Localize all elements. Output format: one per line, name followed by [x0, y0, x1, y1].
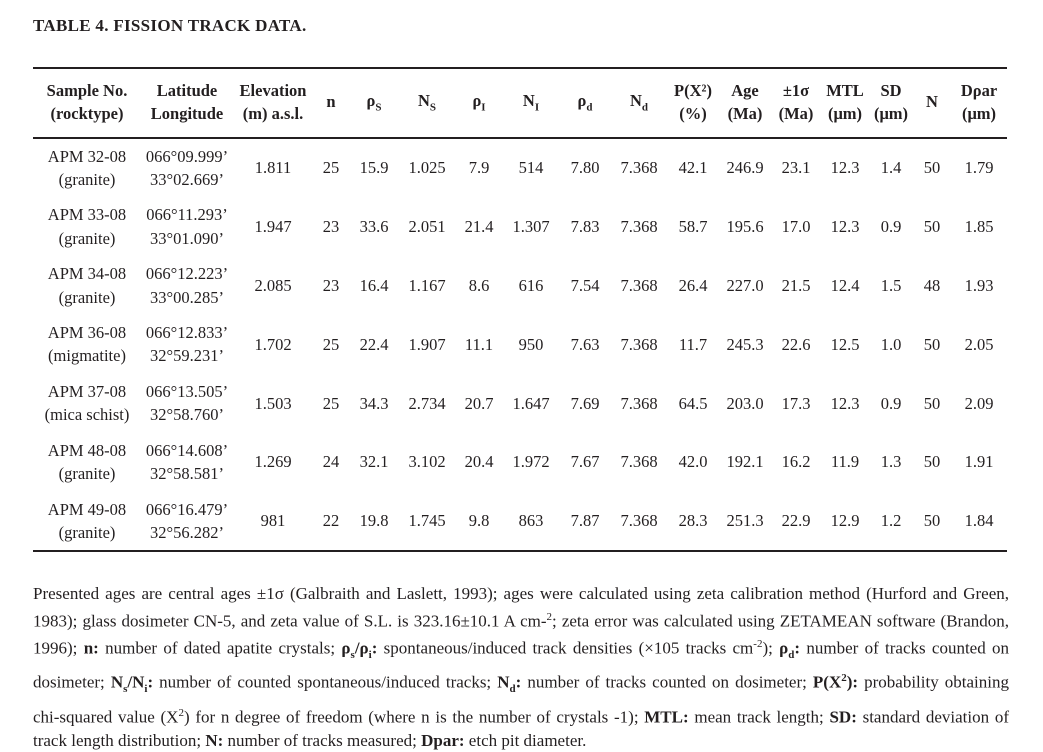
col-header-age: Age (Ma): [719, 68, 771, 138]
col-header-n-d: $N_d$: [611, 68, 667, 138]
cell-elevation: 1.269: [254, 452, 292, 472]
cell-sd: 1.4: [880, 158, 902, 178]
cell-age: 195.6: [726, 217, 764, 237]
footnote-segment: spontaneous/induced track densities (×105 tracks cm: [377, 638, 754, 658]
cell-dpar: 2.05: [964, 334, 994, 354]
cell-n_tracks: 50: [923, 158, 941, 178]
cell-n_i: 514: [518, 158, 544, 178]
cell-dpar: 2.09: [964, 393, 994, 413]
cell-rho_i: 9.8: [468, 511, 490, 531]
cell-dpar: 1.93: [964, 275, 994, 295]
cell-n: 22: [322, 511, 340, 531]
footnote-segment: Presented ages are central ages ±1σ (Galbraith and Laslett, 1993); ages were calculated using zeta calibration method (Hurford and Green, 1983); glass dosimeter CN-5, and zeta value of S.L. is 323.16±10.1 A cm-: [33, 584, 1009, 631]
cell-sample: APM 34-08 (granite): [47, 264, 127, 307]
fission-track-table: [33, 67, 1007, 552]
cell-rho_d: 7.83: [570, 217, 600, 237]
cell-rho_i: 20.7: [464, 393, 494, 413]
footnote-segment: P(X: [812, 673, 842, 693]
cell-rho_s: 34.3: [359, 393, 389, 413]
cell-n_i: 1.972: [512, 452, 550, 472]
table-row: [33, 374, 1007, 433]
col-header-n: n: [313, 68, 349, 138]
footnote-segment: Dpar:: [421, 730, 465, 750]
cell-age: 192.1: [726, 452, 764, 472]
footnote-segment: i: [144, 683, 148, 696]
cell-rho_s: 19.8: [359, 511, 389, 531]
cell-sd: 1.2: [880, 511, 902, 531]
col-header-lat-lon: Latitude Longitude: [141, 68, 233, 138]
footnote-segment: ρ: [359, 638, 369, 658]
footnote-segment: n:: [83, 638, 99, 658]
cell-sample: APM 32-08 (granite): [47, 146, 127, 189]
table-title: TABLE 4. FISSION TRACK DATA.: [33, 16, 307, 35]
footnote-segment: s: [350, 648, 355, 661]
table-row: [33, 138, 1007, 198]
cell-sd: 1.5: [880, 275, 902, 295]
cell-sigma1: 21.5: [781, 275, 811, 295]
cell-n_tracks: 50: [923, 217, 941, 237]
footnote-segment: :: [371, 638, 378, 658]
col-header-rho-s: $\rho_S$: [349, 68, 399, 138]
footnote-segment: SD:: [829, 707, 857, 727]
cell-lat-lon: 066°13.505’ 32°58.760’: [145, 381, 229, 425]
table-row: [33, 492, 1007, 552]
footnote-segment: MTL:: [644, 707, 689, 727]
cell-n_d: 7.368: [620, 275, 658, 295]
cell-n: 25: [322, 393, 340, 413]
col-header-rho-d: $\rho_d$: [559, 68, 611, 138]
cell-sigma1: 23.1: [781, 158, 811, 178]
footnote-segment: :: [147, 673, 154, 693]
cell-rho_i: 21.4: [464, 217, 494, 237]
cell-rho_d: 7.63: [570, 334, 600, 354]
cell-n_tracks: 50: [923, 452, 941, 472]
cell-px2: 58.7: [678, 217, 708, 237]
cell-rho_s: 22.4: [359, 334, 389, 354]
cell-n_s: 3.102: [408, 452, 446, 472]
col-header-n-i: $N_I$: [503, 68, 559, 138]
footnote-segment: probability obtaining chi-squared value (X: [33, 673, 1009, 727]
footnote-segment: 2: [841, 672, 847, 685]
col-header-elevation: Elevation (m) a.s.l.: [233, 68, 313, 138]
cell-rho_d: 7.54: [570, 275, 600, 295]
col-header-n-tracks: N: [913, 68, 951, 138]
table-row: [33, 315, 1007, 374]
cell-n_s: 1.745: [408, 511, 446, 531]
cell-mtl: 12.5: [830, 334, 860, 354]
cell-rho_d: 7.80: [570, 158, 600, 178]
footnote-segment: );: [762, 638, 780, 658]
cell-mtl: 11.9: [830, 452, 860, 472]
cell-px2: 64.5: [678, 393, 708, 413]
cell-age: 251.3: [726, 511, 764, 531]
cell-n_s: 1.907: [408, 334, 446, 354]
footnote-segment: number of tracks counted on dosimeter;: [33, 638, 1010, 693]
cell-n_d: 7.368: [620, 334, 658, 354]
cell-px2: 11.7: [678, 334, 708, 354]
cell-px2: 28.3: [678, 511, 708, 531]
cell-elevation: 1.947: [254, 217, 292, 237]
cell-sigma1: 16.2: [781, 452, 811, 472]
cell-elevation: 1.811: [254, 158, 292, 178]
cell-px2: 42.1: [678, 158, 708, 178]
cell-lat-lon: 066°09.999’ 33°02.669’: [145, 146, 229, 189]
footnote-segment: number of dated apatite crystals;: [98, 638, 342, 658]
cell-mtl: 12.3: [830, 217, 860, 237]
col-header-rho-i: $\rho_I$: [455, 68, 503, 138]
cell-mtl: 12.3: [830, 393, 860, 413]
col-header-n-s: $N_S$: [399, 68, 455, 138]
cell-sigma1: 17.0: [781, 217, 811, 237]
cell-n_i: 863: [518, 511, 544, 531]
cell-n_tracks: 50: [923, 393, 941, 413]
footnote-segment: d: [509, 683, 516, 696]
cell-lat-lon: 066°16.479’ 32°56.282’: [145, 499, 229, 543]
cell-n_s: 1.167: [408, 275, 446, 295]
footnote-segment: 2: [178, 706, 184, 719]
cell-rho_s: 32.1: [359, 452, 389, 472]
cell-n_s: 2.734: [408, 393, 446, 413]
cell-n_i: 950: [518, 334, 544, 354]
cell-px2: 42.0: [678, 452, 708, 472]
cell-age: 245.3: [726, 334, 764, 354]
cell-sigma1: 17.3: [781, 393, 811, 413]
table-row: [33, 256, 1007, 315]
header-row: [33, 68, 1007, 138]
footnote-segment: s: [123, 683, 128, 696]
cell-sample: APM 36-08 (migmatite): [47, 323, 127, 366]
footnote-segment: ρ: [779, 638, 789, 658]
cell-mtl: 12.4: [830, 275, 860, 295]
table-body: [33, 138, 1007, 552]
cell-n_tracks: 48: [923, 275, 941, 295]
cell-rho_i: 11.1: [464, 334, 494, 354]
footnote-segment: -2: [753, 637, 763, 650]
cell-px2: 26.4: [678, 275, 708, 295]
footnote-segment: mean track length;: [688, 707, 830, 727]
cell-rho_d: 7.69: [570, 393, 600, 413]
cell-mtl: 12.3: [830, 158, 860, 178]
cell-n: 24: [322, 452, 340, 472]
cell-n_i: 616: [518, 275, 544, 295]
cell-n_tracks: 50: [923, 511, 941, 531]
cell-rho_s: 16.4: [359, 275, 389, 295]
cell-rho_i: 8.6: [468, 275, 490, 295]
cell-age: 203.0: [726, 393, 764, 413]
table-header: [33, 68, 1007, 138]
cell-n_d: 7.368: [620, 452, 658, 472]
cell-sd: 1.0: [880, 334, 902, 354]
footnote-segment: i: [368, 648, 372, 661]
cell-n_d: 7.368: [620, 158, 658, 178]
cell-n: 25: [322, 334, 340, 354]
table-row: [33, 433, 1007, 492]
footnote-segment: ):: [846, 673, 859, 693]
cell-n_d: 7.368: [620, 511, 658, 531]
cell-n_d: 7.368: [620, 217, 658, 237]
cell-rho_i: 7.9: [468, 158, 490, 178]
cell-elevation: 1.503: [254, 393, 292, 413]
footnote-segment: N: [497, 673, 510, 693]
cell-n_s: 2.051: [408, 217, 446, 237]
cell-elevation: 981: [260, 511, 286, 531]
footnote-segment: number of tracks counted on dosimeter;: [521, 673, 813, 693]
cell-n_s: 1.025: [408, 158, 446, 178]
cell-rho_i: 20.4: [464, 452, 494, 472]
cell-sample: APM 48-08 (granite): [47, 440, 127, 484]
cell-rho_d: 7.67: [570, 452, 600, 472]
footnote-segment: ρ: [341, 638, 351, 658]
cell-n_i: 1.307: [512, 217, 550, 237]
footnote-segment: /N: [127, 673, 145, 693]
cell-sample: APM 33-08 (granite): [47, 205, 127, 248]
cell-age: 246.9: [726, 158, 764, 178]
cell-rho_s: 15.9: [359, 158, 389, 178]
cell-dpar: 1.85: [964, 217, 994, 237]
cell-sample: APM 49-08 (granite): [47, 499, 127, 543]
footnote-segment: standard deviation of track length distribution;: [33, 707, 1009, 750]
cell-dpar: 1.84: [964, 511, 994, 531]
table-footnote: [33, 582, 1009, 752]
col-header-px2: P(X²) (%): [667, 68, 719, 138]
cell-sd: 1.3: [880, 452, 902, 472]
cell-n: 25: [322, 158, 340, 178]
cell-n_d: 7.368: [620, 393, 658, 413]
footnote-segment: ; zeta error was calculated using ZETAMEAN software (Brandon, 1996);: [33, 611, 1009, 658]
cell-elevation: 1.702: [254, 334, 292, 354]
cell-sd: 0.9: [880, 217, 902, 237]
cell-sigma1: 22.9: [781, 511, 811, 531]
footnote-segment: N:: [205, 730, 224, 750]
cell-n: 23: [322, 217, 340, 237]
cell-lat-lon: 066°12.833’ 32°59.231’: [145, 323, 229, 366]
footnote-segment: d: [788, 648, 795, 661]
cell-dpar: 1.91: [964, 452, 994, 472]
footnote-segment: etch pit diameter.: [464, 730, 587, 750]
cell-n: 23: [322, 275, 340, 295]
cell-lat-lon: 066°14.608’ 32°58.581’: [145, 440, 229, 484]
cell-sample: APM 37-08 (mica schist): [44, 381, 130, 425]
cell-sigma1: 22.6: [781, 334, 811, 354]
footnote-segment: number of counted spontaneous/induced tracks;: [153, 673, 498, 693]
cell-lat-lon: 066°12.223’ 33°00.285’: [145, 264, 229, 307]
col-header-dpar: Dρar (μm): [951, 68, 1007, 138]
cell-n_i: 1.647: [512, 393, 550, 413]
cell-age: 227.0: [726, 275, 764, 295]
col-header-sample: Sample No. (rocktype): [33, 68, 141, 138]
cell-dpar: 1.79: [964, 158, 994, 178]
cell-elevation: 2.085: [254, 275, 292, 295]
col-header-sigma: ±1σ (Ma): [771, 68, 821, 138]
cell-rho_d: 7.87: [570, 511, 600, 531]
footnote-segment: :: [515, 673, 522, 693]
table-row: [33, 197, 1007, 256]
cell-rho_s: 33.6: [359, 217, 389, 237]
cell-lat-lon: 066°11.293’ 33°01.090’: [146, 205, 228, 248]
cell-sd: 0.9: [880, 393, 902, 413]
cell-mtl: 12.9: [830, 511, 860, 531]
col-header-sd: SD (μm): [869, 68, 913, 138]
footnote-segment: /: [354, 638, 360, 658]
col-header-mtl: MTL (μm): [821, 68, 869, 138]
cell-n_tracks: 50: [923, 334, 941, 354]
footnote-segment: N: [110, 673, 124, 693]
footnote-segment: ) for n degree of freedom (where n is the number of crystals -1);: [183, 707, 645, 727]
footnote-segment: :: [794, 638, 801, 658]
footnote-segment: 2: [546, 610, 553, 623]
footnote-segment: number of tracks measured;: [223, 730, 422, 750]
